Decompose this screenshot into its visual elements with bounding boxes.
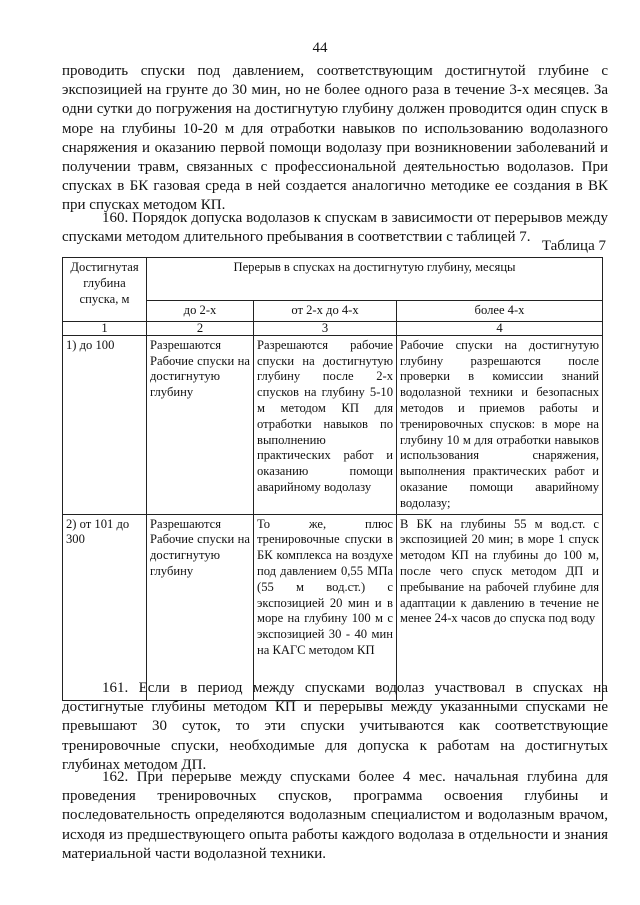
table-row: [63, 514, 603, 700]
cell-depth: 1) до 100: [63, 335, 147, 514]
header-depth: Достигнутая глубина спуска, м: [63, 258, 147, 322]
table-caption: Таблица 7: [541, 238, 606, 254]
paragraph-162: [62, 768, 608, 864]
header-break-group: Перерыв в спусках на достигнутую глубину, месяцы: [147, 258, 603, 301]
cell-up-to-2: Разрешаются Рабочие спуски на достигнутую глубину: [147, 335, 254, 514]
table-row: [63, 335, 603, 514]
admission-table: [62, 257, 603, 701]
table-header-row: [63, 258, 603, 301]
cell-more-4: В БК на глубины 55 м вод.ст. с экспозицией 20 мин; в море 1 спуск методом КП на глубины до 100 м, после чего спуск методом ДП и пребывание на рабочей глубине для адаптации к давлению в течение не менее 24-х часов до спуска под воду: [397, 514, 603, 700]
paragraph-162-text: 162. При перерыве между спусками более 4 мес. начальная глубина для проведения тренировочных спусков, программа освоения глубины и последовательность определяются водолазным специалистом и водолазным врачом, исходя из предшествующего опыта работы каждого водолаза в отдельности и знания материальной части водолазной техники.: [62, 769, 608, 862]
column-number: 3: [254, 321, 397, 335]
column-number: 2: [147, 321, 254, 335]
header-more-4: более 4-х: [397, 301, 603, 322]
cell-depth: 2) от 101 до 300: [63, 514, 147, 700]
header-up-to-2: до 2-х: [147, 301, 254, 322]
paragraph-161: [62, 679, 608, 775]
cell-more-4: Рабочие спуски на достигнутую глубину разрешаются после проверки в комиссии знаний водолазной техники и безопасных методов и приемов работы и тренировочных спусков: в море на глубину 10 м для отработки навыков использования снаряжения, выполнения практических работ и оказание помощи аварийному водолазу;: [397, 335, 603, 514]
paragraph-161-text: 161. Если в период между спусками водолаз участвовал в спусках на достигнутые глубины методом КП и перерывы между указанными спусками не превышают 30 суток, то эти спуски учитываются как соответствующие тренировочные спуски, необходимые для допуска к работам на достигнутых глубинах методом ДП.: [62, 680, 608, 773]
column-number-row: [63, 321, 603, 335]
paragraph-160: [62, 209, 608, 247]
column-number: 1: [63, 321, 147, 335]
paragraph-continuation-text: проводить спуски под давлением, соответствующим достигнутой глубине с экспозицией на грунте до 30 мин, но не более одного раза в течение 3-х месяцев. За одни сутки до погружения на достигнутую глубину должен проводится один спуск в море на глубины 10-20 м для отработки навыков по использованию водолазного снаряжения и оказанию первой помощи водолазу при возникновении заболеваний и получении травм, связанных с профессиональной деятельностью водолазов. При спусках в БК газовая среда в ней создается аналогично методике ее создания в ВК при спусках методом КП.: [62, 63, 608, 214]
paragraph-160-text: 160. Порядок допуска водолазов к спускам в зависимости от перерывов между спусками методом длительного пребывания в соответствии с таблицей 7.: [62, 210, 608, 246]
cell-from-2-to-4: То же, плюс тренировочные спуски в БК комплекса на воздухе под давлением 0,55 МПа (55 м вод.ст.) с экспозицией 20 мин и в море на глубину 100 м с экспозицией 30 - 40 мин на КАГС методом КП: [254, 514, 397, 700]
column-number: 4: [397, 321, 603, 335]
header-from-2-to-4: от 2-х до 4-х: [254, 301, 397, 322]
page-number: 44: [312, 40, 328, 56]
cell-from-2-to-4: Разрешаются рабочие спуски на достигнутую глубину после 2-х спусков на глубину 5-10 м методом КП для отработки навыков по выполнению практических работ и оказанию помощи аварийному водолазу: [254, 335, 397, 514]
cell-up-to-2: Разрешаются Рабочие спуски на достигнутую глубину: [147, 514, 254, 700]
paragraph-continuation: [62, 62, 608, 216]
